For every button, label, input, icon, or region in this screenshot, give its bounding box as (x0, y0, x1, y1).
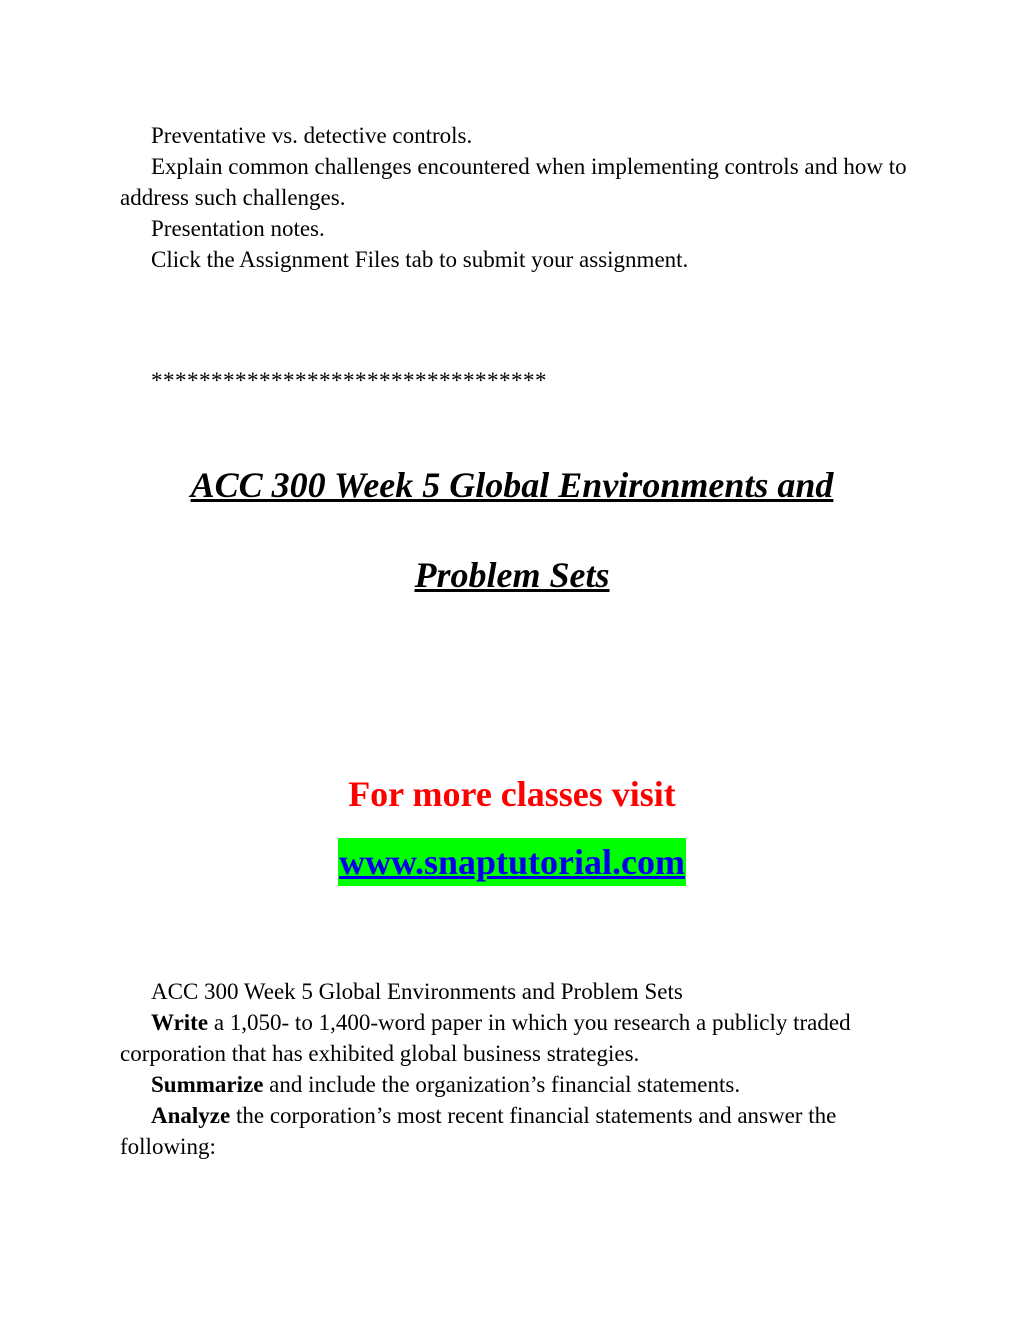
top-instructions (120, 120, 910, 275)
instruction-line: Explain common challenges encountered when implementing controls and how to address such challenges. (120, 154, 907, 210)
website-link[interactable]: www.snaptutorial.com (338, 838, 686, 886)
summarize-instruction (120, 1069, 910, 1100)
write-label: Write (151, 1010, 209, 1035)
summarize-text: and include the organization’s financial statements. (263, 1072, 741, 1097)
instruction-line: Presentation notes. (151, 216, 325, 241)
instruction-line: Preventative vs. detective controls. (151, 123, 473, 148)
analyze-text: the corporation’s most recent financial statements and answer the following: (120, 1103, 837, 1159)
promo-link-wrapper (0, 838, 1024, 886)
write-instruction (120, 1007, 910, 1069)
promo-text: For more classes visit (348, 774, 676, 814)
instruction-line: Click the Assignment Files tab to submit your assignment. (151, 247, 689, 272)
summarize-label: Summarize (151, 1072, 264, 1097)
analyze-instruction (120, 1100, 910, 1162)
assignment-title: ACC 300 Week 5 Global Environments and Problem Sets (151, 979, 683, 1004)
page-title-line2: Problem Sets (414, 555, 610, 595)
analyze-label: Analyze (151, 1103, 231, 1128)
write-text: a 1,050- to 1,400-word paper in which you research a publicly traded corporation that has exhibited global business strategies. (120, 1010, 851, 1066)
separator: ********************************* (151, 368, 547, 393)
page-title-line1: ACC 300 Week 5 Global Environments and (190, 465, 834, 505)
assignment-description (120, 976, 910, 1162)
